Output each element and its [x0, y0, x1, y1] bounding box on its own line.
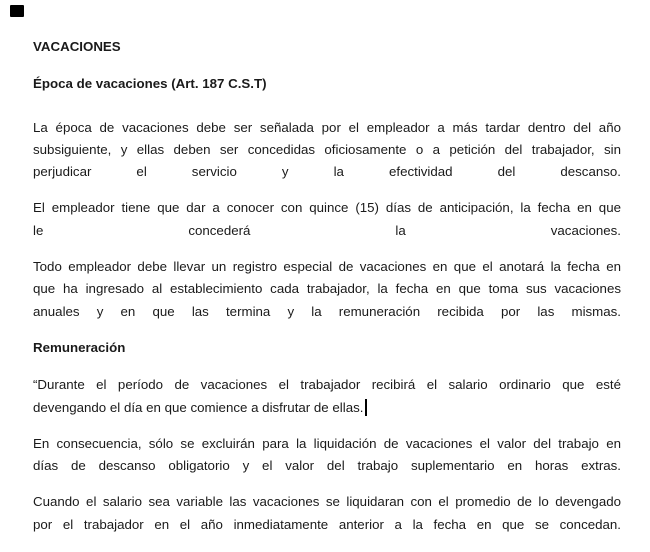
paragraph-epoca-2[interactable] [33, 197, 621, 242]
text-line[interactable]: Todo empleador debe llevar un registro especial de vacaciones en que el anotará la fecha en [33, 259, 621, 275]
text-line[interactable]: El empleador tiene que dar a conocer con quince (15) días de anticipación, la fecha en que [33, 200, 621, 216]
paragraph-epoca-1[interactable] [33, 117, 621, 184]
text-line[interactable]: le concederá la vacaciones. [33, 222, 621, 238]
text-line[interactable]: La época de vacaciones debe ser señalada por el empleador a más tardar dentro del año [33, 119, 621, 135]
text-line[interactable]: perjudicar el servicio y la efectividad del descanso. [33, 164, 621, 180]
section-heading-remuneracion: Remuneración [33, 339, 126, 355]
text-line[interactable]: anuales y en que las termina y la remuneración recibida por las mismas. [33, 303, 621, 319]
text-line[interactable]: subsiguiente, y ellas deben ser concedidas oficiosamente o a petición del trabajador, sin [33, 141, 621, 157]
text-line[interactable] [33, 397, 621, 419]
text-line[interactable]: que ha ingresado al establecimiento cada trabajador, la fecha en que toma sus vacaciones [33, 281, 621, 297]
text-cursor [365, 399, 367, 416]
text-line[interactable]: “Durante el período de vacaciones el trabajador recibirá el salario ordinario que esté [33, 377, 621, 393]
text-line[interactable]: En consecuencia, sólo se excluirán para la liquidación de vacaciones el valor del trabajo en [33, 435, 621, 451]
paragraph-epoca-3[interactable] [33, 256, 621, 323]
text-line[interactable]: Cuando el salario sea variable las vacaciones se liquidaran con el promedio de lo devengado [33, 494, 621, 510]
text-line[interactable]: días de descanso obligatorio y el valor del trabajo suplementario en horas extras. [33, 458, 621, 474]
paragraph-remuneracion-1[interactable] [33, 374, 621, 419]
doc-title: VACACIONES [33, 39, 121, 54]
text-line-content[interactable]: devengando el día en que comience a disfrutar de ellas. [33, 399, 364, 415]
section-heading-epoca: Época de vacaciones (Art. 187 C.S.T) [33, 76, 267, 92]
paragraph-remuneracion-3[interactable] [33, 491, 621, 536]
paragraph-remuneracion-2[interactable] [33, 433, 621, 478]
corner-artifact [10, 5, 24, 17]
text-line[interactable]: por el trabajador en el año inmediatamente anterior a la fecha en que se concedan. [33, 516, 621, 532]
